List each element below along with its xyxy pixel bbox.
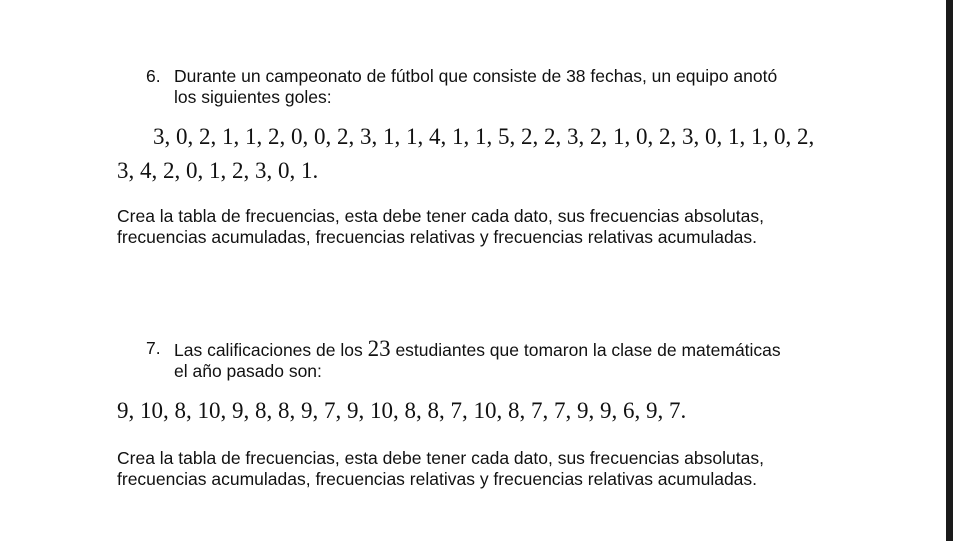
- problem-7-statement-start: Las calificaciones de los: [174, 340, 368, 360]
- problem-6-heading: [146, 66, 794, 108]
- problem-7-statement-end: estudiantes que tomaron la clase de matemáticas el año pasado son:: [174, 340, 781, 381]
- problem-7-instruction: Crea la tabla de frecuencias, esta debe tener cada dato, sus frecuencias absolutas, frecuencias acumuladas, frecuencias relativas y frecuencias relativas acumuladas.: [117, 448, 764, 489]
- problem-6-number: 6.: [146, 66, 161, 86]
- problem-6-data-line-1: 3, 0, 2, 1, 1, 2, 0, 0, 2, 3, 1, 1, 4, 1, 1, 5, 2, 2, 3, 2, 1, 0, 2, 3, 0, 1, 1, 0, 2,: [153, 124, 815, 149]
- right-edge-bar: [946, 0, 953, 541]
- problem-6-statement: Durante un campeonato de fútbol que consiste de 38 fechas, un equipo anotó los siguientes goles:: [174, 66, 778, 107]
- problem-7-number: 7.: [146, 338, 161, 358]
- problem-6-data-line-2: 3, 4, 2, 0, 1, 2, 3, 0, 1.: [117, 158, 319, 183]
- problem-7-data-line: 9, 10, 8, 10, 9, 8, 8, 9, 7, 9, 10, 8, 8, 7, 10, 8, 7, 7, 9, 9, 6, 9, 7.: [117, 398, 687, 423]
- problem-7-heading: [146, 338, 794, 382]
- problem-6-instruction: Crea la tabla de frecuencias, esta debe tener cada dato, sus frecuencias absolutas, frecuencias acumuladas, frecuencias relativas y frecuencias relativas acumuladas.: [117, 206, 764, 247]
- student-count: 23: [367, 336, 391, 361]
- problem-7-statement: [174, 338, 794, 382]
